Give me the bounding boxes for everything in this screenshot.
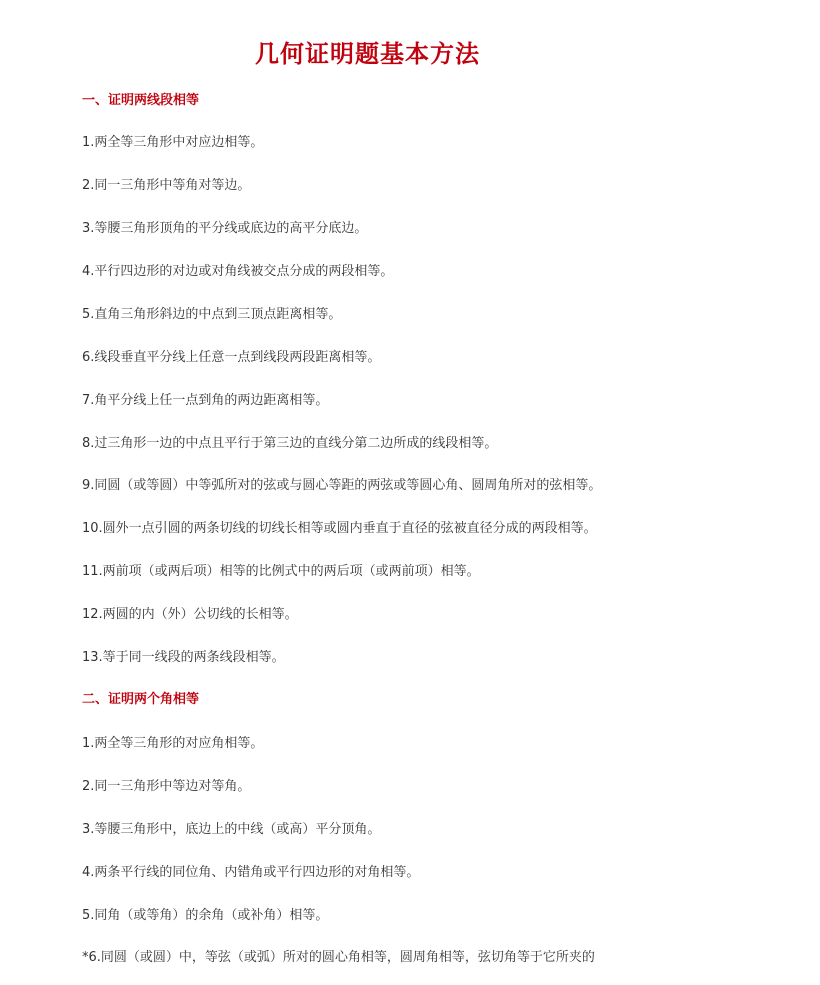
list-item: 2.同一三角形中等边对等角。 <box>82 779 251 794</box>
list-item: 13.等于同一线段的两条线段相等。 <box>82 650 285 665</box>
document-title: 几何证明题基本方法 <box>255 40 480 68</box>
list-item: 6.线段垂直平分线上任意一点到线段两段距离相等。 <box>82 350 381 365</box>
list-item: 9.同圆（或等圆）中等弧所对的弦或与圆心等距的两弦或等圆心角、圆周角所对的弦相等。 <box>82 478 602 493</box>
list-item: 5.直角三角形斜边的中点到三顶点距离相等。 <box>82 307 342 322</box>
list-item: 12.两圆的内（外）公切线的长相等。 <box>82 607 298 622</box>
list-item: 7.角平分线上任一点到角的两边距离相等。 <box>82 393 329 408</box>
list-item: 1.两全等三角形中对应边相等。 <box>82 135 264 150</box>
list-item: *6.同圆（或圆）中，等弦（或弧）所对的圆心角相等，圆周角相等，弦切角等于它所夹的 <box>82 950 595 965</box>
section-heading-segments: 一、证明两线段相等 <box>82 93 200 108</box>
list-item: 8.过三角形一边的中点且平行于第三边的直线分第二边所成的线段相等。 <box>82 436 498 451</box>
list-item: 4.平行四边形的对边或对角线被交点分成的两段相等。 <box>82 264 394 279</box>
list-item: 10.圆外一点引圆的两条切线的切线长相等或圆内垂直于直径的弦被直径分成的两段相等。 <box>82 521 597 536</box>
list-item: 1.两全等三角形的对应角相等。 <box>82 736 264 751</box>
list-item: 3.等腰三角形中，底边上的中线（或高）平分顶角。 <box>82 822 381 837</box>
list-item: 2.同一三角形中等角对等边。 <box>82 178 251 193</box>
list-item: 3.等腰三角形顶角的平分线或底边的高平分底边。 <box>82 221 368 236</box>
list-item: 5.同角（或等角）的余角（或补角）相等。 <box>82 908 329 923</box>
list-item: 4.两条平行线的同位角、内错角或平行四边形的对角相等。 <box>82 865 420 880</box>
section-heading-angles: 二、证明两个角相等 <box>82 692 200 707</box>
list-item: 11.两前项（或两后项）相等的比例式中的两后项（或两前项）相等。 <box>82 564 480 579</box>
